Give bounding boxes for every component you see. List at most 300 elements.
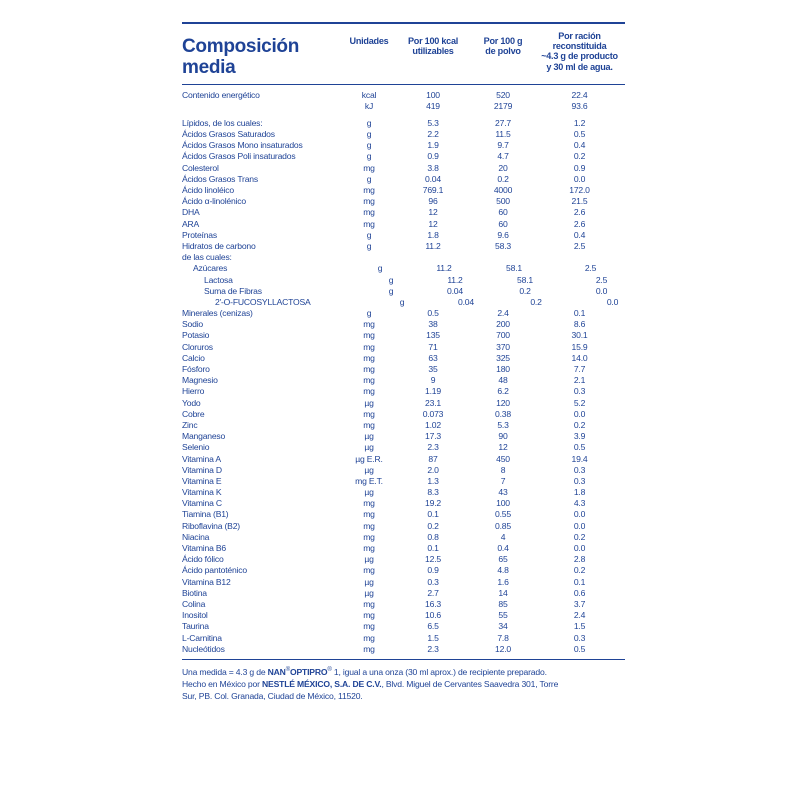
nutrient-units: µg [364, 587, 374, 598]
value-per-100-kcal: 11.2 [425, 240, 441, 251]
value-per-100-kcal: 0.8 [427, 531, 439, 542]
value-per-100-kcal: 2.2 [427, 129, 439, 140]
footer-note [182, 660, 625, 702]
table-row [182, 442, 625, 453]
nutrient-units: g [366, 129, 372, 140]
column-headers [344, 31, 625, 72]
value-per-100-g: 0.38 [495, 408, 511, 419]
table-row [182, 565, 625, 576]
nutrient-units: g [366, 140, 372, 151]
nutrient-name: Ácido α-linolénico [182, 196, 246, 207]
nutrient-units: mg [363, 543, 375, 554]
value-per-serving: 0.0 [573, 520, 586, 531]
nutrient-units: mg [363, 386, 375, 397]
value-per-100-kcal: 10.6 [425, 610, 441, 621]
value-per-serving: 0.4 [573, 229, 586, 240]
table-row [182, 543, 625, 554]
value-per-100-g: 34 [498, 621, 508, 632]
value-per-100-g: 55 [498, 610, 508, 621]
table-row [182, 207, 625, 218]
nutrient-units: g [366, 308, 372, 319]
value-per-serving: 21.5 [571, 196, 588, 207]
value-per-serving: 0.2 [573, 531, 586, 542]
nutrient-units: mg [363, 330, 375, 341]
value-per-100-kcal: 1.19 [425, 386, 441, 397]
table-row [182, 431, 625, 442]
nutrient-name: DHA [182, 207, 200, 218]
value-per-serving: 5.2 [573, 397, 586, 408]
nutrient-units: mg [363, 207, 375, 218]
value-per-100-g: 0.55 [495, 509, 511, 520]
table-header [182, 24, 625, 84]
value-per-100-kcal: 2.3 [427, 442, 439, 453]
value-per-100-kcal: 0.9 [427, 151, 439, 162]
nutrient-units: kJ [364, 101, 374, 112]
table-row [182, 498, 625, 509]
value-per-100-g: 200 [496, 319, 510, 330]
nutrient-name: de las cuales: [182, 252, 232, 263]
nutrient-units: mg [363, 341, 375, 352]
nutrient-units: mg [363, 218, 375, 229]
value-per-100-kcal: 71 [428, 341, 438, 352]
value-per-100-g: 48 [498, 375, 508, 386]
value-per-100-g: 0.4 [497, 543, 509, 554]
nutrient-name: Sodio [182, 319, 203, 330]
value-per-100-kcal: 1.02 [425, 419, 441, 430]
value-per-100-g: 4000 [493, 185, 513, 196]
table-row [182, 174, 625, 185]
value-per-100-kcal: 0.5 [427, 308, 439, 319]
value-per-serving: 1.2 [573, 117, 586, 128]
value-per-100-kcal: 0.1 [427, 509, 439, 520]
nutrient-units: mg [363, 319, 375, 330]
table-row [182, 140, 625, 151]
nutrient-units: mg [363, 352, 375, 363]
value-per-100-kcal: 0.073 [422, 408, 444, 419]
table-row [182, 196, 625, 207]
nutrient-name: Yodo [182, 397, 201, 408]
nutrient-units: kcal [361, 90, 377, 101]
value-per-serving: 0.1 [573, 308, 586, 319]
nutrient-name: Ácidos Grasos Saturados [182, 129, 275, 140]
value-per-100-g: 2179 [493, 101, 513, 112]
nutrient-units: mg [363, 364, 375, 375]
table-row [182, 353, 625, 364]
value-per-100-kcal: 0.2 [427, 520, 439, 531]
nutrient-name: Suma de Fibras [204, 285, 262, 296]
nutrient-name: Inositol [182, 610, 208, 621]
value-per-100-g: 180 [496, 364, 510, 375]
value-per-100-g: 370 [496, 341, 510, 352]
nutrient-units: µg [364, 554, 374, 565]
nutrient-units: mg [363, 162, 375, 173]
nutrient-name: Selenio [182, 442, 210, 453]
value-per-100-kcal: 1.9 [427, 140, 439, 151]
value-per-serving: 2.6 [573, 207, 586, 218]
nutrient-name: Vitamina K [182, 487, 222, 498]
page-title: Composición media [182, 36, 300, 79]
nutrient-name: Potasio [182, 330, 210, 341]
value-per-serving: 2.1 [573, 375, 586, 386]
table-row [182, 532, 625, 543]
value-per-100-g: 7.8 [497, 632, 509, 643]
nutrient-units: mg [363, 520, 375, 531]
nutrient-name: Colesterol [182, 162, 219, 173]
table-row [182, 644, 625, 655]
column-header-units: Unidades [349, 36, 389, 46]
nutrient-units: mg [363, 610, 375, 621]
value-per-100-kcal: 8.3 [427, 487, 439, 498]
table-row [182, 129, 625, 140]
value-per-100-g: 14 [498, 587, 508, 598]
value-per-serving: 0.0 [573, 543, 586, 554]
nutrient-name: Vitamina C [182, 498, 222, 509]
table-row [182, 219, 625, 230]
value-per-serving: 0.2 [573, 419, 586, 430]
value-per-100-g: 0.85 [495, 520, 511, 531]
nutrient-units: g [388, 285, 394, 296]
value-per-100-kcal: 1.8 [427, 229, 439, 240]
nutrient-units: mg [363, 196, 375, 207]
value-per-100-g: 60 [498, 207, 508, 218]
value-per-100-kcal: 135 [426, 330, 440, 341]
table-row [182, 230, 625, 241]
value-per-100-g: 4.8 [497, 565, 509, 576]
table-row [182, 621, 625, 632]
value-per-100-kcal: 0.04 [458, 296, 474, 307]
value-per-serving: 22.4 [571, 90, 588, 101]
value-per-100-g: 120 [496, 397, 510, 408]
value-per-100-g: 9.7 [497, 140, 509, 151]
value-per-100-kcal: 2.0 [427, 464, 439, 475]
nutrient-name: Ácido pantoténico [182, 565, 247, 576]
nutrient-name: Riboflavina (B2) [182, 520, 240, 531]
value-per-serving: 2.8 [573, 554, 586, 565]
nutrient-units: g [377, 263, 383, 274]
value-per-serving: 93.6 [571, 101, 588, 112]
value-per-100-g: 0.2 [497, 173, 509, 184]
nutrient-name: Vitamina E [182, 475, 222, 486]
value-per-serving: 2.6 [573, 218, 586, 229]
nutrient-name: Lactosa [204, 274, 233, 285]
table-row [182, 398, 625, 409]
value-per-100-g: 500 [496, 196, 510, 207]
value-per-serving: 0.2 [573, 151, 586, 162]
value-per-100-g: 90 [498, 431, 508, 442]
value-per-100-kcal: 0.04 [447, 285, 463, 296]
table-row [182, 90, 625, 101]
value-per-100-kcal: 3.8 [427, 162, 439, 173]
value-per-100-g: 1.6 [497, 576, 509, 587]
table-row [182, 330, 625, 341]
nutrient-units: µg [364, 431, 374, 442]
nutrient-units: mg [363, 598, 375, 609]
nutrient-units: µg E.R. [355, 453, 383, 464]
value-per-100-kcal: 87 [428, 453, 438, 464]
value-per-serving: 7.7 [573, 364, 586, 375]
value-per-100-g: 27.7 [495, 117, 511, 128]
value-per-100-g: 700 [496, 330, 510, 341]
table-row [182, 386, 625, 397]
value-per-serving: 8.6 [573, 319, 586, 330]
value-per-100-g: 0.2 [519, 285, 531, 296]
value-per-100-g: 60 [498, 218, 508, 229]
nutrient-units: mg [363, 408, 375, 419]
value-per-100-g: 58.3 [495, 240, 511, 251]
nutrient-units: g [366, 229, 372, 240]
table-row [182, 588, 625, 599]
nutrient-units: mg E.T. [355, 475, 383, 486]
value-per-100-kcal: 12 [428, 207, 438, 218]
value-per-100-g: 85 [498, 598, 508, 609]
nutrient-name: 2'-O-FUCOSYLLACTOSA [215, 296, 311, 307]
nutrient-name: Hidratos de carbono [182, 240, 256, 251]
value-per-100-g: 20 [498, 162, 508, 173]
nutrient-units: µg [364, 397, 374, 408]
value-per-100-kcal: 100 [426, 90, 440, 101]
value-per-serving: 2.5 [584, 263, 597, 274]
value-per-100-kcal: 9 [430, 375, 436, 386]
nutrient-units: g [366, 173, 372, 184]
nutrient-units: g [399, 296, 405, 307]
nutrient-name: Ácido fólico [182, 554, 224, 565]
value-per-100-g: 0.2 [530, 296, 542, 307]
nutrient-units: µg [364, 576, 374, 587]
nutrient-name: Manganeso [182, 431, 226, 442]
value-per-100-kcal: 1.3 [427, 475, 439, 486]
value-per-100-kcal: 16.3 [425, 598, 441, 609]
value-per-100-kcal: 19.2 [425, 498, 441, 509]
value-per-100-kcal: 96 [428, 196, 438, 207]
table-row [182, 275, 625, 286]
nutrient-name: Lípidos, de los cuales: [182, 117, 263, 128]
nutrient-name: Cobre [182, 408, 205, 419]
nutrient-name: Magnesio [182, 375, 218, 386]
value-per-serving: 15.9 [571, 341, 588, 352]
value-per-serving: 0.0 [595, 285, 608, 296]
table-row [182, 185, 625, 196]
value-per-100-kcal: 0.04 [425, 173, 441, 184]
value-per-serving: 1.5 [573, 621, 586, 632]
nutrient-name: Vitamina A [182, 453, 221, 464]
nutrition-label [182, 22, 625, 702]
value-per-serving: 0.3 [573, 632, 586, 643]
value-per-100-kcal: 11.2 [447, 274, 463, 285]
table-row [182, 241, 625, 252]
value-per-100-g: 8 [500, 464, 506, 475]
table-row [182, 375, 625, 386]
value-per-100-kcal: 6.5 [427, 621, 439, 632]
value-per-serving: 2.4 [573, 610, 586, 621]
value-per-100-g: 520 [496, 90, 510, 101]
nutrient-units: mg [363, 419, 375, 430]
value-per-100-g: 12 [498, 442, 508, 453]
nutrient-units: g [366, 117, 372, 128]
nutrient-units: mg [363, 375, 375, 386]
nutrient-name: Zinc [182, 419, 198, 430]
value-per-100-kcal: 769.1 [422, 185, 444, 196]
nutrient-name: Vitamina B6 [182, 543, 226, 554]
value-per-100-g: 325 [496, 352, 510, 363]
value-per-serving: 30.1 [571, 330, 588, 341]
nutrient-units: mg [363, 643, 375, 654]
value-per-100-g: 11.5 [495, 129, 511, 140]
table-row [182, 308, 625, 319]
value-per-100-g: 450 [496, 453, 510, 464]
nutrient-name: Colina [182, 598, 206, 609]
value-per-serving: 0.0 [573, 408, 586, 419]
value-per-100-g: 4.7 [497, 151, 509, 162]
value-per-serving: 0.0 [573, 509, 586, 520]
table-row [182, 633, 625, 644]
value-per-100-kcal: 5.3 [427, 117, 439, 128]
nutrient-name: Ácidos Grasos Trans [182, 173, 258, 184]
value-per-serving: 0.0 [573, 173, 586, 184]
value-per-serving: 0.5 [573, 129, 586, 140]
value-per-100-kcal: 35 [428, 364, 438, 375]
value-per-100-kcal: 0.1 [427, 543, 439, 554]
table-row [182, 521, 625, 532]
table-row [182, 101, 625, 112]
column-header-per-serving: Por ración reconstituida ~4.3 g de producto y 30 ml de agua. [541, 31, 618, 72]
table-row [182, 163, 625, 174]
value-per-serving: 4.3 [573, 498, 586, 509]
nutrient-units: µg [364, 464, 374, 475]
value-per-100-g: 58.1 [517, 274, 533, 285]
value-per-100-kcal: 12 [428, 218, 438, 229]
nutrient-name: Hierro [182, 386, 205, 397]
table-row [182, 420, 625, 431]
value-per-100-g: 9.6 [497, 229, 509, 240]
table-row [182, 554, 625, 565]
registered-mark-icon-2: ® [327, 667, 332, 674]
value-per-serving: 0.3 [573, 464, 586, 475]
nutrient-name: Fósforo [182, 364, 210, 375]
value-per-100-g: 4 [500, 531, 506, 542]
nutrient-name: Biotina [182, 587, 207, 598]
value-per-100-g: 43 [498, 487, 508, 498]
nutrient-name: Tiamina (B1) [182, 509, 229, 520]
footer-line-3: Sur, PB. Col. Granada, Ciudad de México, 11520. [182, 690, 363, 701]
value-per-100-g: 7 [500, 475, 506, 486]
nutrient-name: Vitamina D [182, 464, 222, 475]
value-per-100-g: 12.0 [495, 643, 511, 654]
value-per-serving: 3.7 [573, 598, 586, 609]
value-per-100-kcal: 2.7 [427, 587, 439, 598]
table-row [182, 342, 625, 353]
value-per-serving: 0.5 [573, 643, 586, 654]
value-per-serving: 2.5 [573, 240, 586, 251]
nutrient-name: Cloruros [182, 341, 213, 352]
value-per-serving: 2.5 [595, 274, 608, 285]
table-row [182, 476, 625, 487]
nutrient-units: mg [363, 185, 375, 196]
value-per-serving: 0.3 [573, 475, 586, 486]
nutrient-units: mg [363, 498, 375, 509]
table-row [182, 599, 625, 610]
table-row [182, 454, 625, 465]
nutrient-name: Vitamina B12 [182, 576, 231, 587]
nutrient-name: Ácido linoléico [182, 185, 234, 196]
nutrient-units: µg [364, 442, 374, 453]
value-per-serving: 0.0 [606, 296, 619, 307]
nutrient-units: µg [364, 487, 374, 498]
table-row [182, 610, 625, 621]
table-row [182, 252, 625, 263]
value-per-100-kcal: 23.1 [425, 397, 441, 408]
nutrient-name: Nucleótidos [182, 643, 225, 654]
table-row [182, 465, 625, 476]
nutrient-name: Ácidos Grasos Poli insaturados [182, 151, 296, 162]
value-per-100-g: 5.3 [497, 419, 509, 430]
nutrient-units: mg [363, 509, 375, 520]
column-header-per-100-g: Por 100 g de polvo [483, 36, 523, 57]
nutrient-name: Contenido energético [182, 90, 260, 101]
nutrient-name: Minerales (cenizas) [182, 308, 253, 319]
footer-line-2: Hecho en México por NESTLÉ MÉXICO, S.A. DE C.V., Blvd. Miguel de Cervantes Saavedra 301, Torre [182, 678, 559, 689]
nutrient-name: Niacina [182, 531, 210, 542]
nutrient-rows [182, 85, 625, 659]
value-per-100-kcal: 17.3 [425, 431, 441, 442]
value-per-serving: 0.9 [573, 162, 586, 173]
nutrient-name: Calcio [182, 352, 205, 363]
value-per-100-kcal: 2.3 [427, 643, 439, 654]
column-header-per-100-kcal: Por 100 kcal utilizables [407, 36, 459, 57]
nutrient-name: Azúcares [193, 263, 228, 274]
nutrient-units: mg [363, 621, 375, 632]
nutrient-units: mg [363, 565, 375, 576]
value-per-100-kcal: 1.5 [427, 632, 439, 643]
nutrient-units: mg [363, 632, 375, 643]
value-per-100-kcal: 0.3 [427, 576, 439, 587]
value-per-100-kcal: 38 [428, 319, 438, 330]
nutrient-name: L-Carnitina [182, 632, 222, 643]
table-row [182, 509, 625, 520]
value-per-100-kcal: 0.9 [427, 565, 439, 576]
registered-mark-icon: ® [285, 667, 290, 674]
value-per-serving: 0.1 [573, 576, 586, 587]
value-per-serving: 14.0 [571, 352, 588, 363]
table-row [182, 263, 625, 274]
footer-line-1: Una medida = 4.3 g de NAN®OPTIPRO® 1, igual a una onza (30 ml aprox.) de recipiente preparado. [182, 667, 547, 678]
value-per-100-kcal: 63 [428, 352, 438, 363]
nutrient-units: g [366, 151, 372, 162]
value-per-serving: 3.9 [573, 431, 586, 442]
value-per-serving: 0.3 [573, 386, 586, 397]
nutrient-name: Proteínas [182, 229, 217, 240]
nutrient-name: Taurina [182, 621, 209, 632]
value-per-100-g: 2.4 [497, 308, 509, 319]
value-per-serving: 0.4 [573, 140, 586, 151]
value-per-serving: 1.8 [573, 487, 586, 498]
value-per-100-kcal: 12.5 [425, 554, 441, 565]
value-per-100-kcal: 11.2 [436, 263, 452, 274]
nutrient-units: g [388, 274, 394, 285]
value-per-100-g: 100 [496, 498, 510, 509]
value-per-100-g: 6.2 [497, 386, 509, 397]
table-row [182, 409, 625, 420]
nutrient-name: ARA [182, 218, 200, 229]
value-per-serving: 172.0 [569, 185, 590, 196]
table-row [182, 286, 625, 297]
nutrient-units: mg [363, 531, 375, 542]
table-row [182, 364, 625, 375]
table-row [182, 151, 625, 162]
value-per-serving: 0.5 [573, 442, 586, 453]
table-row [182, 297, 625, 308]
value-per-100-kcal: 419 [426, 101, 440, 112]
value-per-serving: 19.4 [571, 453, 588, 464]
